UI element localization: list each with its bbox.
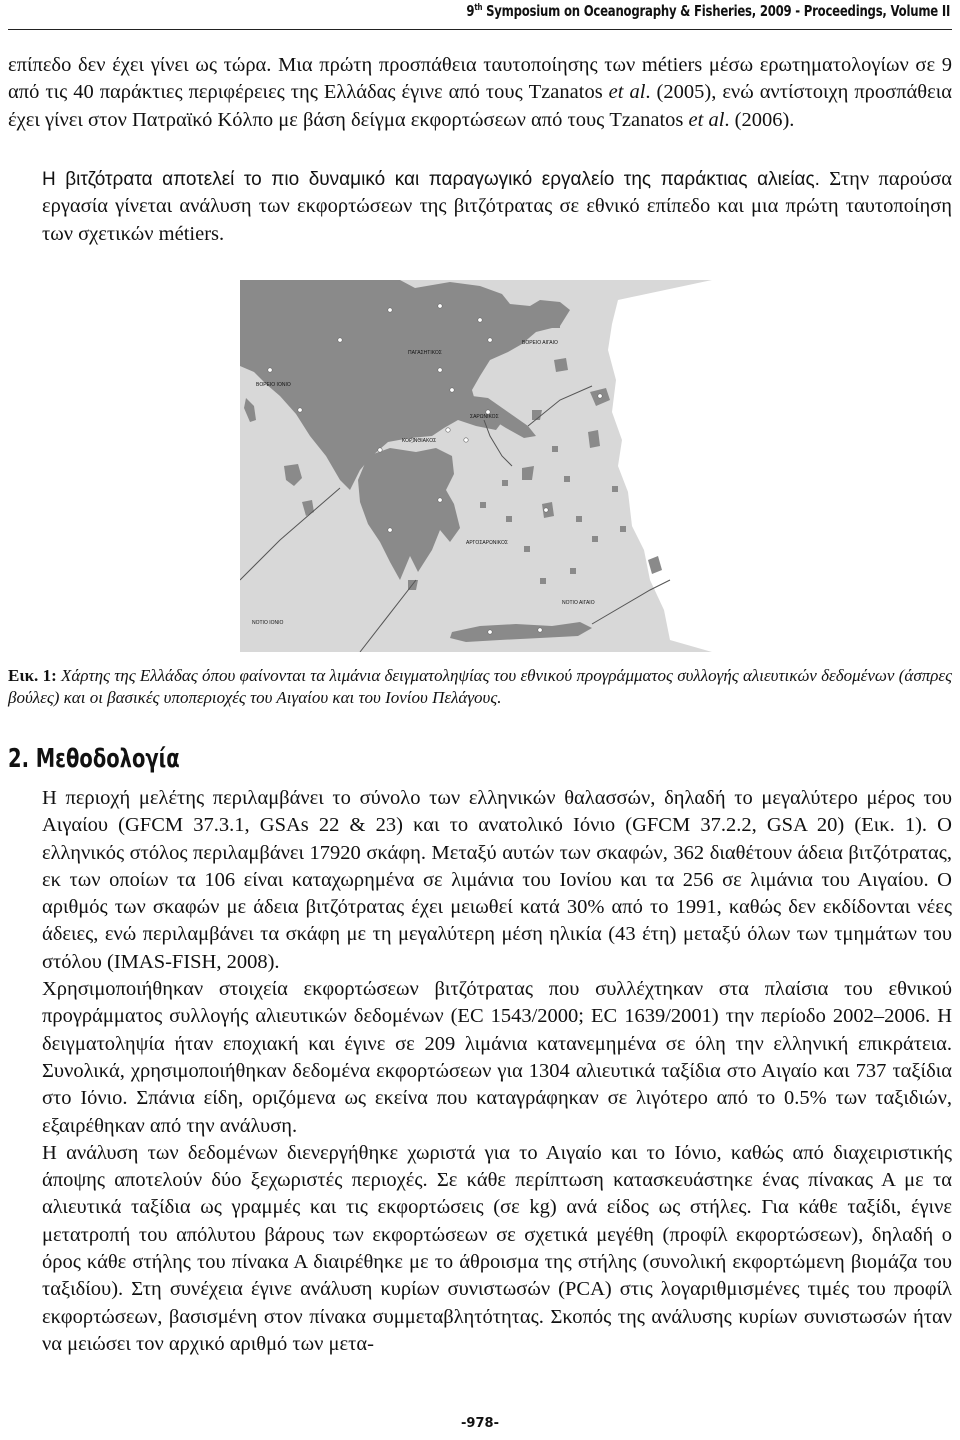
method-paragraph-2: Χρησιμοποιήθηκαν στοιχεία εκφορτώσεων βιτζότρατας που συλλέχτηκαν στα πλαίσια του εθνικού προγράμματος συλλογής αλιευτικών δεδομένων (EC 1543/2000; EC 1639/2001) την περίοδο 2002–2006. Η δειγματοληψία ήταν εποχιακή και έγινε σε 209 λιμάνια κατανεμημένα σε όλη την ελληνική επικράτεια. Συνολικά, χρησιμοποιήθηκαν δεδομένα εκφορτώσεων για 1304 αλιευτικά ταξίδια στο Αιγαίο και 737 ταξίδια στο Ιόνιο. Σπάνια είδη, οριζόμενα ως εκείνα που καταγράφηκαν σε λιγότερο από το 0.5% των ταξιδιών, εξαιρέθηκαν από την ανάλυση. xyxy=(42,978,952,1137)
other-island-11 xyxy=(570,568,576,574)
label-south-aegean: ΝΟΤΙΟ ΑΙΓΑΙΟ xyxy=(562,600,595,606)
method-paragraph-1: Η περιοχή μελέτης περιλαμβάνει το σύνολο των ελληνικών θαλασσών, δηλαδή το μεγαλύτερο μέρος του Αιγαίου (GFCM 37.3.1, GSAs 22 & 23) και το ανατολικό Ιόνιο (GFCM 37.2.2, GSA 20) (Εικ. 1). Ο ελληνικός στόλος περιλαμβάνει 17920 σκάφη. Μεταξύ αυτών των σκαφών, 362 διαθέτουν άδεια βιτζότρατας, εκ των οποίων τα 106 είναι καταχωρημένα σε λιμάνια του Ιονίου και τα 256 σε λιμάνια του Αιγαίου. Ο αριθμός των σκαφών με άδεια βιτζότρατας έχει μειωθεί κατά 30% από το 1991, καθώς δεν εκδίδονται νέες άδειες, ενώ περιλαμβάνει τα σκάφη με τη μεγαλύτερη μέση ηλικία (43 έτη) μεταξύ όλων των τμημάτων του στόλου (IMAS-FISH, 2008). xyxy=(42,787,952,973)
intro-p2-b: Στην παρούσα εργασία γίνεται ανάλυση των εκφορτώσεων της βιτζότρατας σε εθνικό επίπεδο και μια πρώτη ταυτοποίηση των σχετικών métiers. xyxy=(42,168,952,245)
method-section xyxy=(8,785,952,1358)
caption-text: Χάρτης της Ελλάδας όπου φαίνονται τα λιμάνια δειγματοληψίας του εθνικού προγράμματος συλλογής αλιευτικών δεδομένων (άσπρες βούλες) και οι βασικές υποπεριοχές του Αιγαίου και του Ιονίου Πελάγους. xyxy=(8,666,952,707)
caption-label: Εικ. 1: xyxy=(8,666,57,685)
other-island-12 xyxy=(540,578,546,584)
method-paragraph-3: Η ανάλυση των δεδομένων διενεργήθηκε χωριστά για το Αιγαίο και το Ιόνιο, καθώς από διαχειριστικής άποψης αποτελούν δύο ξεχωριστές περιοχές. Σε κάθε περίπτωση κατασκευάστηκε ένας πίνακας Α με τα αλιευτικά ταξίδια ως γραμμές και τις εκφορτώσεις (σε kg) ανά είδος ως στήλες. Για κάθε ταξίδι, έγινε μετατροπή του απόλυτου βάρους των εκφορτώσεων σε σχετικά μεγέθη (προφίλ εκφορτώσεων), δηλαδή ο όρος κάθε στήλης του πίνακα Α διαιρέθηκε με το άθροισμα της στήλης (συνολική εκφορτώμενη βιομάζα του ταξιδίου). Στη συνέχεια έγινε ανάλυση κυρίων συνιστωσών (PCA) στις λογαριθμισμένες τιμές του προφίλ εκφορτώσεων, βασισμένη στον πίνακα συμμεταβλητότητας. Σκοπός της ανάλυσης κυρίων συνιστωσών ήταν να μειώσει τον αρχικό αριθμό των μετα- xyxy=(42,1141,952,1355)
other-island-4 xyxy=(592,536,598,542)
other-island-7 xyxy=(502,480,508,486)
figure-caption xyxy=(8,665,952,709)
label-north-ionian: ΒΟΡΕΙΟ ΙΟΝΙΟ xyxy=(256,382,291,388)
other-island-6 xyxy=(620,526,626,532)
chios-land xyxy=(588,430,600,448)
other-island-5 xyxy=(524,546,530,552)
label-korinthiakos: ΚΟΡΙΝΘΙΑΚΟΣ xyxy=(402,438,437,444)
other-island-2 xyxy=(506,516,512,522)
lemnos-land xyxy=(554,358,568,372)
intro-paragraph-2 xyxy=(8,166,952,248)
samothrace-land xyxy=(552,320,560,328)
other-island-8 xyxy=(480,502,486,508)
other-island-9 xyxy=(552,446,558,452)
page-number: -978- xyxy=(461,1416,499,1431)
andros-land xyxy=(522,466,534,480)
running-header: 9th Symposium on Oceanography & Fisheries, 2009 - Proceedings, Volume II xyxy=(466,2,950,20)
label-argosaronikos: ΑΡΓΟΣΑΡΩΝΙΚΟΣ xyxy=(466,540,508,546)
section-heading: 2. Μεθοδολογία xyxy=(8,744,180,774)
header-rule xyxy=(8,29,952,30)
label-saronikos: ΣΑΡΩΝΙΚΟΣ xyxy=(470,414,499,420)
greece-map-figure xyxy=(240,280,712,652)
label-south-ionian: ΝΟΤΙΟ ΙΟΝΙΟ xyxy=(252,620,284,626)
intro-text: επίπεδο δεν έχει γίνει ως τώρα. Μια πρώτη προσπάθεια ταυτοποίησης των métiers μέσω ερωτηματολογίων σε 9 από τις 40 παράκτιες περιφέρειες της Ελλάδας έγινε από τους Tzanatos et al. (2005), ενώ αντίστοιχη προσπάθεια έχει γίνει στον Πατραϊκό Κόλπο με βάση δείγμα εκφορτώσεων από τους Tzanatos et al. (2006). xyxy=(8,54,952,131)
other-island-3 xyxy=(576,516,582,522)
intro-paragraph xyxy=(8,52,952,134)
other-island-10 xyxy=(612,486,618,492)
label-pagasitikos: ΠΑΓΑΣΗΤΙΚΟΣ xyxy=(408,350,442,356)
label-north-aegean: ΒΟΡΕΙΟ ΑΙΓΑΙΟ xyxy=(522,340,558,346)
map-svg xyxy=(240,280,712,652)
thasos-land xyxy=(518,310,528,320)
other-island-1 xyxy=(564,476,570,482)
intro-p2-a: Η βιτζότρατα αποτελεί το πιο δυναμικό και παραγωγικό εργαλείο της παράκτιας αλιείας. xyxy=(42,169,820,190)
